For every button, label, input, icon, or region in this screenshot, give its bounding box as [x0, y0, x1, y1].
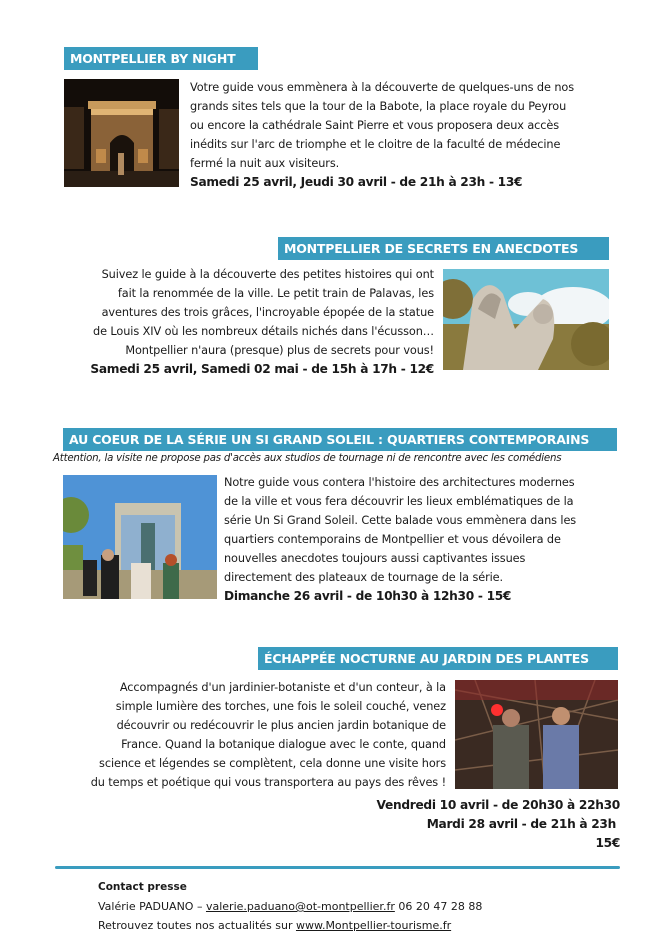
description-line: Accompagnés d'un jardinier-botaniste et d'un conteur, à la	[119, 681, 446, 694]
description-line: aventures des trois grâces, l'incroyable épopée de la statue	[101, 306, 434, 319]
schedule-price: Samedi 25 avril, Samedi 02 mai - de 15h à 17h - 12€	[90, 362, 434, 376]
hotel-de-region-photo	[63, 475, 217, 599]
description-line: simple lumière des torches, une fois le soleil couché, venez	[115, 700, 446, 713]
contact-heading: Contact presse	[98, 881, 187, 893]
description-line: Notre guide vous contera l'histoire des architectures modernes	[224, 476, 575, 489]
description-line: Suivez le guide à la découverte des petites histoires qui ont	[101, 268, 434, 281]
description-line: inédits sur l'arc de triomphe et le cloitre de la faculté de médecine	[190, 138, 561, 151]
section-description	[40, 265, 434, 379]
lion-statue-photo	[443, 269, 609, 370]
arc-de-triomphe-night-photo	[64, 79, 179, 187]
schedule-price: Samedi 25 avril, Jeudi 30 avril - de 21h à 23h - 13€	[190, 175, 523, 189]
schedule-date: Vendredi 10 avril - de 20h30 à 22h30	[376, 798, 620, 812]
section-schedule	[300, 796, 620, 853]
description-line: nouvelles anecdotes toujours aussi captivantes issues	[224, 552, 526, 565]
section-title-jardin-des-plantes: ÉCHAPPÉE NOCTURNE AU JARDIN DES PLANTES	[258, 647, 618, 670]
section-description	[40, 678, 446, 792]
description-line: de la ville et vous fera découvrir les lieux emblématiques de la	[224, 495, 574, 508]
contact-line	[98, 897, 482, 916]
description-line: série Un Si Grand Soleil. Cette balade vous emmènera dans les	[224, 514, 577, 527]
contact-phone: 06 20 47 28 88	[394, 900, 483, 913]
price: 15€	[595, 836, 620, 850]
description-line: Montpellier n'aura (presque) plus de secrets pour vous!	[125, 344, 434, 357]
description-line: fait la renommée de la ville. Le petit train de Palavas, les	[117, 287, 434, 300]
section-description	[190, 78, 620, 192]
contact-name: Valérie PADUANO –	[98, 900, 206, 913]
section-title-secrets: MONTPELLIER DE SECRETS EN ANECDOTES	[278, 237, 609, 260]
description-line: directement des plateaux de tournage de la série.	[224, 571, 504, 584]
description-line: de Louis XIV où les nombreux détails nichés dans l'écusson…	[93, 325, 434, 338]
press-contact	[98, 878, 482, 935]
divider	[55, 866, 620, 869]
schedule-price: Dimanche 26 avril - de 10h30 à 12h30 - 15€	[224, 589, 512, 603]
description-line: ou encore la cathédrale Saint Pierre et vous proposera deux accès	[190, 119, 560, 132]
website-link[interactable]: www.Montpellier-tourisme.fr	[295, 919, 452, 932]
section-note: Attention, la visite ne propose pas d'accès aux studios de tournage ni de rencontre avec les comédiens	[53, 453, 562, 464]
contact-email-link[interactable]: valerie.paduano@ot-montpellier.fr	[205, 900, 395, 913]
description-line: du temps et poétique qui vous transportera au pays des rêves !	[90, 776, 446, 789]
description-line: découvrir ou redécouvrir le plus ancien jardin botanique de	[116, 719, 446, 732]
description-line: grands sites tels que la tour de la Babote, la place royale du Peyrou	[190, 100, 567, 113]
section-description	[224, 473, 624, 606]
description-line: fermé la nuit aux visiteurs.	[190, 157, 340, 170]
schedule-date: Mardi 28 avril - de 21h à 23h	[426, 817, 616, 831]
section-title-un-si-grand-soleil: AU COEUR DE LA SÉRIE UN SI GRAND SOLEIL : QUARTIERS CONTEMPORAINS	[63, 428, 617, 451]
website-line	[98, 916, 482, 935]
description-line: France. Quand la botanique dialogue avec le conte, quand	[121, 738, 446, 751]
description-line: Votre guide vous emmènera à la découverte de quelques-uns de nos	[190, 81, 574, 94]
description-line: science et légendes se complètent, cela donne une visite hors	[99, 757, 446, 770]
description-line: quartiers contemporains de Montpellier et vous dévoilera de	[224, 533, 561, 546]
section-title-by-night: MONTPELLIER BY NIGHT	[64, 47, 258, 70]
website-prefix: Retrouvez toutes nos actualités sur	[98, 919, 296, 932]
jardin-des-plantes-night-photo	[455, 680, 618, 789]
